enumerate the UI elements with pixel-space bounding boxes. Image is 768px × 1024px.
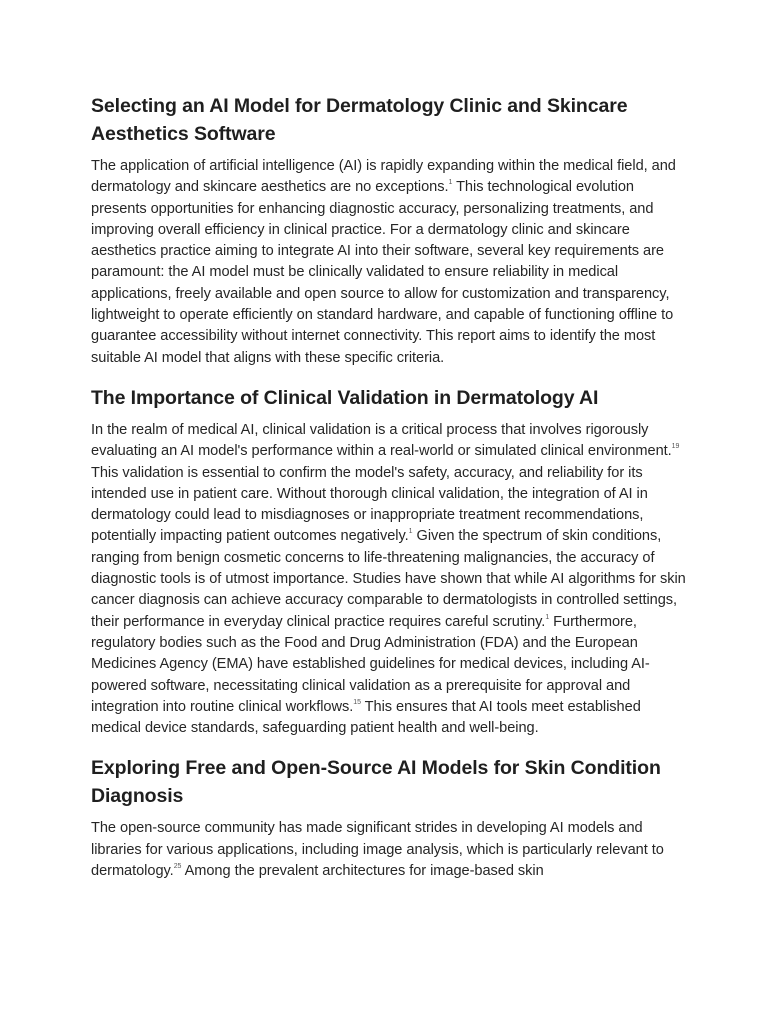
open-source-paragraph [91,818,687,882]
validation-text-3: Given the spectrum of skin conditions, ranging from benign cosmetic concerns to life-threatening malignancies, the accuracy of diagnostic tools is of utmost importance. Studies have shown that while AI algorithms for skin cancer diagnosis can achieve accuracy comparable to dermatologists in controlled settings, their performance in everyday clinical practice requires careful scrutiny. [91,528,686,630]
footnote-ref[interactable]: 25 [173,863,182,871]
opensource-text-2: Among the prevalent architectures for image-based skin [181,863,544,880]
footnote-ref[interactable]: 1 [545,613,550,621]
section-heading-clinical-validation: The Importance of Clinical Validation in Dermatology AI [91,386,599,409]
validation-text-2: This validation is essential to confirm the model's safety, accuracy, and reliability for its intended use in patient care. Without thorough clinical validation, the integration of AI in dermatology could lead to misdiagnoses or inappropriate treatment recommendations, potentially impacting patient outcomes negatively. [91,464,648,545]
document-page [91,92,687,882]
clinical-validation-paragraph [91,420,687,739]
footnote-ref[interactable]: 15 [353,698,361,706]
intro-text-1: The application of artificial intelligence (AI) is rapidly expanding within the medical field, and dermatology and skincare aesthetics are no exceptions. [91,158,676,196]
validation-text-1: In the realm of medical AI, clinical validation is a critical process that involves rigorously evaluating an AI model's performance within a real-world or simulated clinical environment. [91,421,672,460]
opensource-text-1: The open-source community has made significant strides in developing AI models and libraries for various applications, including image analysis, which is particularly relevant to dermatology. [91,820,664,880]
footnote-ref[interactable]: 1 [448,179,453,187]
section-heading-open-source: Exploring Free and Open-Source AI Models for Skin Condition Diagnosis [91,757,661,808]
footnote-ref[interactable]: 19 [671,443,680,451]
intro-text-2: This technological evolution presents opportunities for enhancing diagnostic accuracy, personalizing treatments, and improving overall efficiency in clinical practice. For a dermatology clinic and skincare aesthetics practice aiming to integrate AI into their software, several key requirements are paramount: the AI model must be clinically validated to ensure reliability in medical applications, freely available and open source to allow for customization and transparency, lightweight to operate efficiently on standard hardware, and capable of functioning offline to guarantee accessibility without internet connectivity. This report aims to identify the most suitable AI model that aligns with these specific criteria. [91,179,674,366]
intro-paragraph [91,156,687,369]
footnote-ref[interactable]: 1 [408,528,413,536]
validation-text-5: This ensures that AI tools meet established medical device standards, safeguarding patient health and well-being. [91,698,641,737]
validation-text-4: Furthermore, regulatory bodies such as the Food and Drug Administration (FDA) and the European Medicines Agency (EMA) have established guidelines for medical devices, including AI-powered software, necessitating clinical validation as a prerequisite for approval and integration into routine clinical workflows. [91,613,650,715]
document-title: Selecting an AI Model for Dermatology Clinic and Skincare Aesthetics Software [91,95,628,145]
